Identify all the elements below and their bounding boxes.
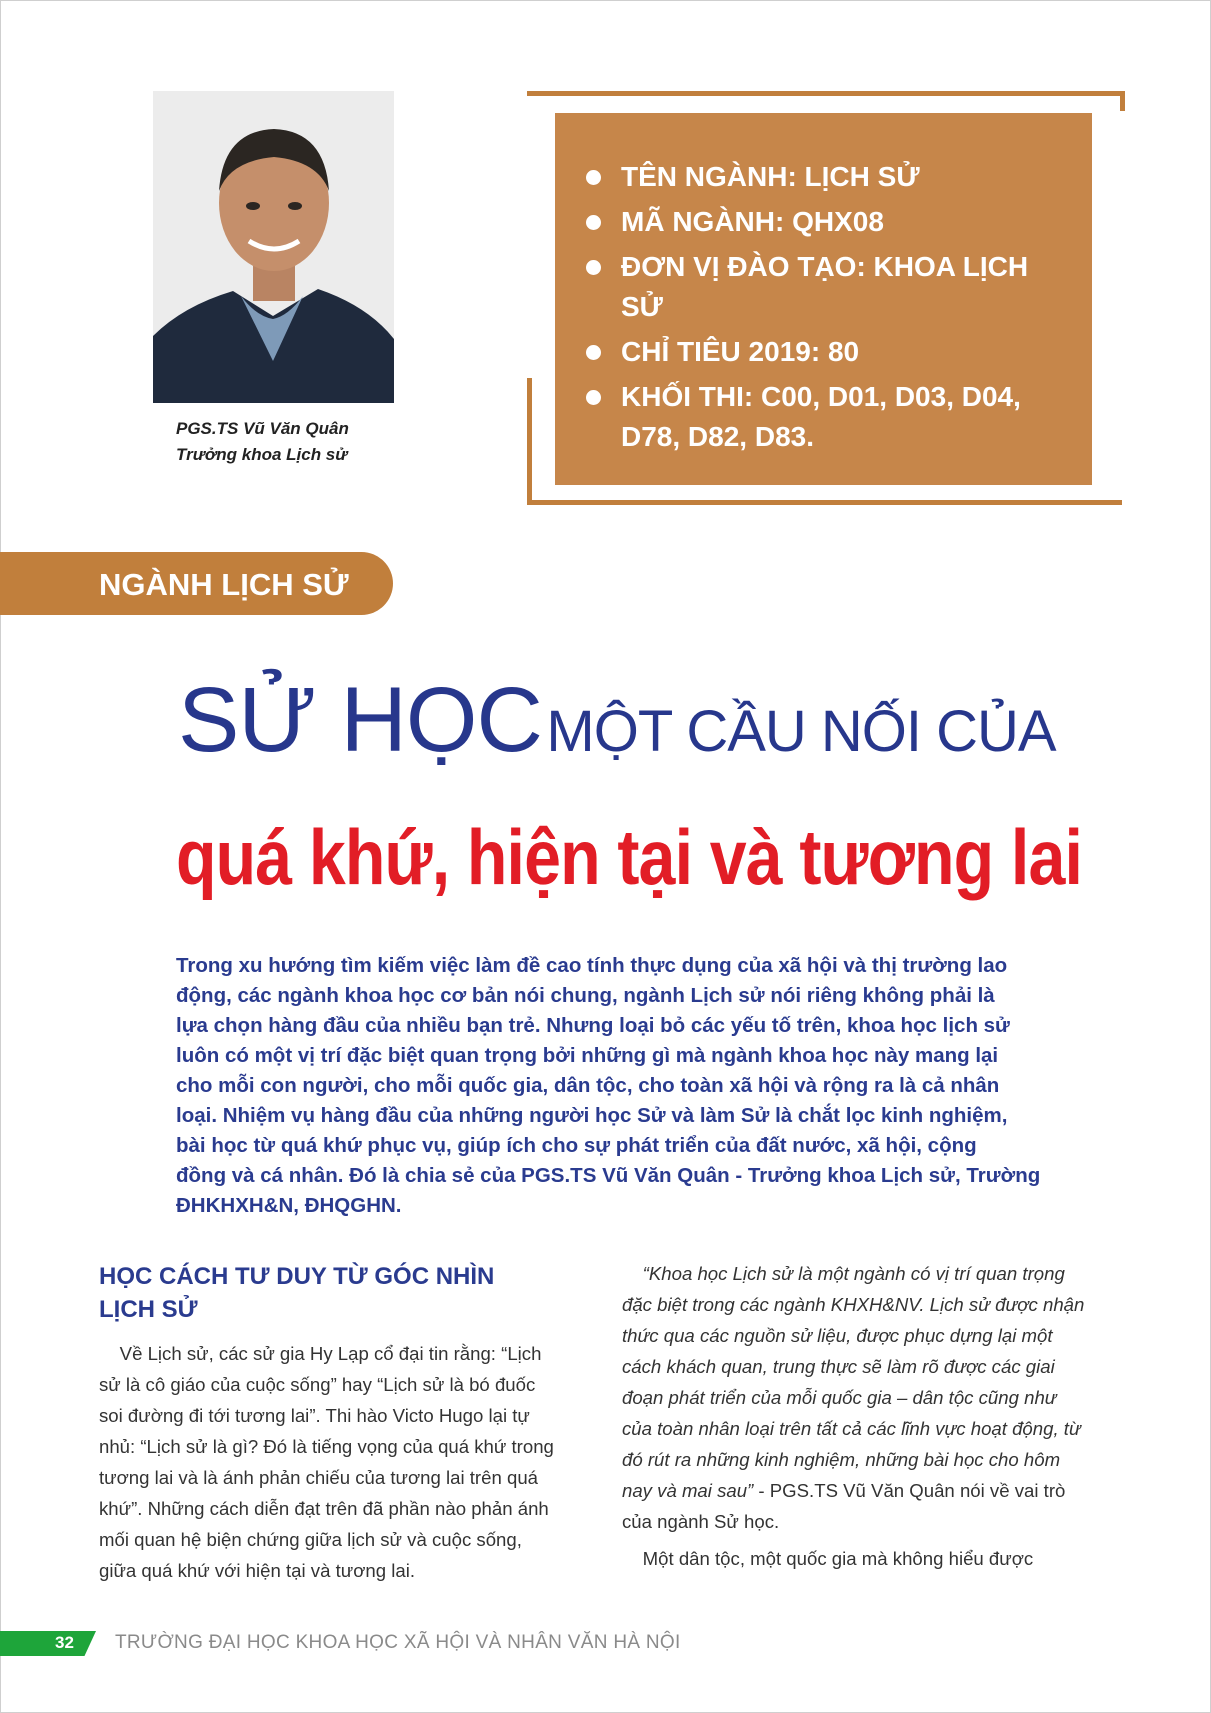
lead-line: loại. Nhiệm vụ hàng đầu của những người học Sử và làm Sử là chắt lọc kinh nghiệm, bbox=[176, 1104, 1008, 1127]
left-column-text bbox=[99, 1338, 597, 1586]
lead-paragraph bbox=[176, 951, 1122, 1221]
body-line: Một dân tộc, một quốc gia mà không hiểu được bbox=[622, 1548, 1034, 1569]
quote-line: của toàn nhân loại trên tất cả các lĩnh vực hoạt động, từ bbox=[622, 1418, 1081, 1439]
body-line: mối quan hệ biện chứng giữa lịch sử và cuộc sống, bbox=[99, 1529, 522, 1550]
footer-school-name: TRƯỜNG ĐẠI HỌC KHOA HỌC XÃ HỘI VÀ NHÂN VĂN HÀ NỘI bbox=[115, 1632, 681, 1653]
page-number: 32 bbox=[55, 1633, 74, 1652]
body-line: của ngành Sử học. bbox=[622, 1511, 780, 1532]
footer-accent-bar bbox=[0, 1631, 96, 1656]
article-title-line2: quá khứ, hiện tại và tương lai bbox=[176, 813, 1083, 901]
body-line: tương lai và là ánh phản chiếu của tương lai trên quá bbox=[99, 1467, 538, 1488]
info-frame-top bbox=[527, 91, 1125, 96]
program-info-box bbox=[555, 113, 1092, 485]
bullet-icon bbox=[586, 345, 601, 360]
title-big: SỬ HỌC bbox=[178, 669, 542, 771]
body-line: sử là cô giáo của cuộc sống” hay “Lịch sử là bó đuốc bbox=[99, 1374, 536, 1395]
lead-line: cho mỗi con người, cho mỗi quốc gia, dân tộc, cho toàn xã hội và rộng ra là cả nhân bbox=[176, 1074, 1000, 1097]
quote-line: đặc biệt trong các ngành KHXH&NV. Lịch sử được nhận bbox=[622, 1294, 1085, 1315]
bullet-icon bbox=[586, 260, 601, 275]
info-item: TÊN NGÀNH: LỊCH SỬ bbox=[586, 157, 1051, 197]
portrait-photo bbox=[153, 91, 394, 403]
bullet-icon bbox=[586, 170, 601, 185]
quote-line: thức qua các nguồn sử liệu, được phục dựng lại một bbox=[622, 1325, 1053, 1346]
body-line: nhủ: “Lịch sử là gì? Đó là tiếng vọng của quá khứ trong bbox=[99, 1436, 554, 1457]
quote-line: “Khoa học Lịch sử là một ngành có vị trí quan trọng bbox=[622, 1263, 1065, 1284]
lead-line: lựa chọn hàng đầu của nhiều bạn trẻ. Nhưng loại bỏ các yếu tố trên, khoa học lịch sử bbox=[176, 1014, 1010, 1037]
info-item: ĐƠN VỊ ĐÀO TẠO: KHOA LỊCH SỬ bbox=[586, 247, 1051, 327]
body-line: soi đường đi tới tương lai”. Thi hào Victo Hugo lại tự bbox=[99, 1405, 530, 1426]
program-info-list bbox=[586, 157, 1051, 462]
caption-role: Trưởng khoa Lịch sử bbox=[176, 445, 348, 464]
body-line: giữa quá khứ với hiện tại và tương lai. bbox=[99, 1560, 416, 1581]
portrait-caption bbox=[176, 416, 416, 468]
lead-line: động, các ngành khoa học cơ bản nói chung, ngành Lịch sử nói riêng không phải là bbox=[176, 984, 995, 1007]
info-item: MÃ NGÀNH: QHX08 bbox=[586, 202, 1051, 242]
section-banner-label: NGÀNH LỊCH SỬ bbox=[99, 567, 349, 602]
subheading-line: LỊCH SỬ bbox=[99, 1296, 198, 1323]
caption-name: PGS.TS Vũ Văn Quân bbox=[176, 419, 349, 438]
bullet-icon bbox=[586, 215, 601, 230]
article-title-line1 bbox=[178, 668, 1056, 773]
mixed-line bbox=[622, 1475, 1122, 1506]
lead-line: luôn có một vị trí đặc biệt quan trọng bởi những gì mà ngành khoa học này mang lại bbox=[176, 1044, 999, 1067]
info-frame-right bbox=[1120, 91, 1125, 111]
quote-end: nay và mai sau” bbox=[622, 1480, 754, 1501]
subheading-line: HỌC CÁCH TƯ DUY TỪ GÓC NHÌN bbox=[99, 1263, 495, 1290]
info-frame-left bbox=[527, 378, 532, 505]
info-frame-bottom bbox=[527, 500, 1122, 505]
lead-line: Trong xu hướng tìm kiếm việc làm đề cao tính thực dụng của xã hội và thị trường lao bbox=[176, 954, 1008, 977]
bullet-icon bbox=[586, 390, 601, 405]
info-item: KHỐI THI: C00, D01, D03, D04, D78, D82, D83. bbox=[586, 377, 1051, 457]
quote-line: đó rút ra những kinh nghiệm, những bài học cho hôm bbox=[622, 1449, 1061, 1470]
attribution: - PGS.TS Vũ Văn Quân nói về vai trò bbox=[753, 1480, 1066, 1501]
section-banner bbox=[0, 552, 393, 615]
info-item: CHỈ TIÊU 2019: 80 bbox=[586, 332, 1051, 372]
right-column-text bbox=[622, 1258, 1122, 1574]
section-subheading bbox=[99, 1260, 539, 1326]
title-small: MỘT CẦU NỐI CỦA bbox=[546, 699, 1056, 764]
body-line: khứ”. Những cách diễn đạt trên đã phần nào phản ánh bbox=[99, 1498, 549, 1519]
lead-line: đồng và cá nhân. Đó là chia sẻ của PGS.TS Vũ Văn Quân - Trưởng khoa Lịch sử, Trường bbox=[176, 1164, 1041, 1187]
quote-line: đoạn phát triển của mỗi quốc gia – dân tộc cũng như bbox=[622, 1387, 1057, 1408]
lead-line: bài học từ quá khứ phục vụ, giúp ích cho sự phát triển của đất nước, xã hội, cộng bbox=[176, 1134, 977, 1157]
body-line: Về Lịch sử, các sử gia Hy Lạp cổ đại tin rằng: “Lịch bbox=[99, 1343, 542, 1364]
lead-line: ĐHKHXH&N, ĐHQGHN. bbox=[176, 1194, 402, 1217]
quote-line: cách khách quan, trung thực sẽ làm rõ được các giai bbox=[622, 1356, 1055, 1377]
